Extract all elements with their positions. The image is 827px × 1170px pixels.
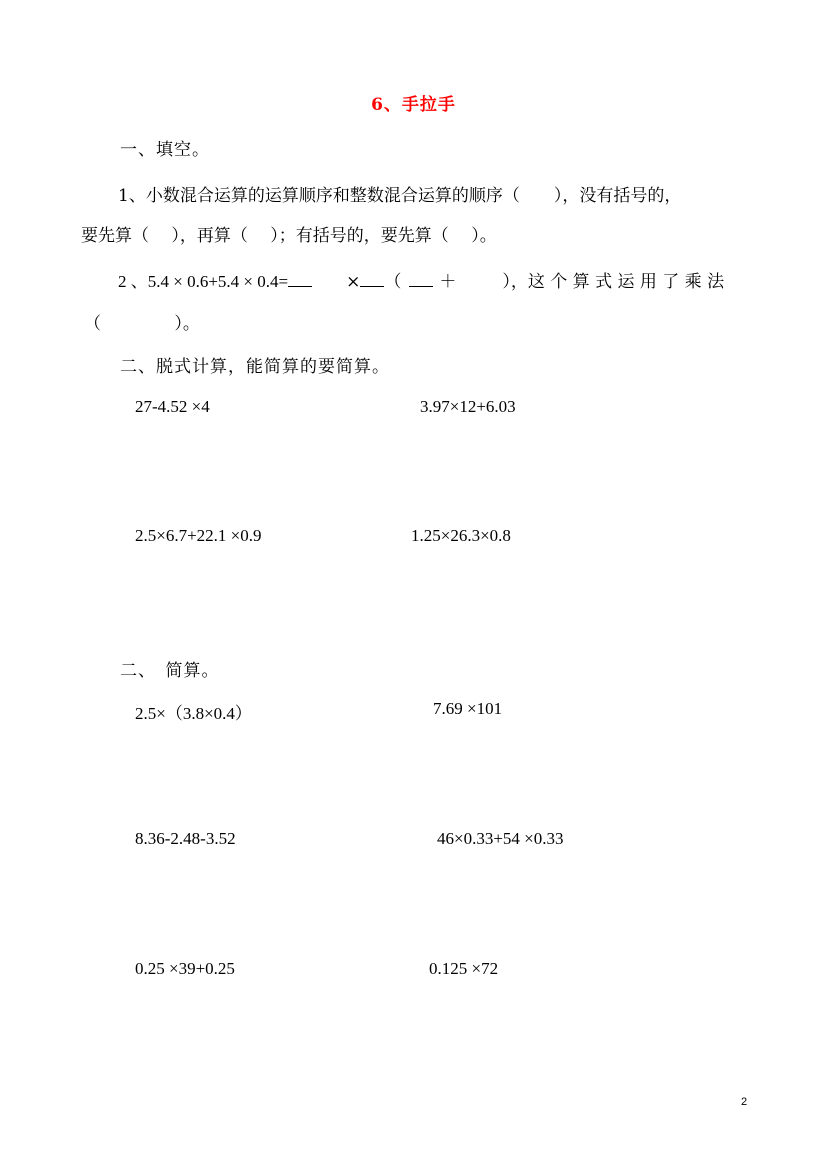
question2-tail: ），这 个 算 式 运 用 了 乘 法 — [502, 272, 725, 292]
answer-blank — [360, 270, 384, 287]
page-number: 2 — [741, 1096, 748, 1108]
section1-heading: 一、填空。 — [120, 140, 210, 160]
plus-sign: ＋ — [439, 272, 457, 292]
answer-blank — [409, 270, 433, 287]
section3-heading: 二、 简算。 — [120, 661, 220, 681]
page-title: 6、手拉手 — [371, 95, 456, 115]
question2-line1 — [118, 267, 724, 292]
question2-expression: 2 、5.4 × 0.6+5.4 × 0.4= — [118, 272, 289, 291]
calc-item: 3.97×12+6.03 — [420, 397, 516, 416]
simplify-item: 46×0.33+54 ×0.33 — [437, 829, 564, 848]
question1-line1: 1、小数混合运算的运算顺序和整数混合运算的顺序（ ），没有括号的， — [118, 186, 682, 206]
open-paren: （ — [384, 272, 402, 292]
simplify-item: 2.5×（3.8×0.4） — [135, 704, 252, 723]
question1-line2: 要先算（ ），再算（ ）；有括号的，要先算（ ）。 — [81, 226, 497, 246]
simplify-item: 0.125 ×72 — [429, 959, 499, 978]
simplify-item: 8.36-2.48-3.52 — [135, 829, 236, 848]
calc-item: 2.5×6.7+22.1 ×0.9 — [135, 526, 262, 545]
question2-line2: （ ）。 — [84, 314, 200, 334]
simplify-item: 7.69 ×101 — [433, 699, 503, 718]
times-sign: × — [346, 272, 361, 292]
answer-blank — [288, 270, 312, 287]
simplify-item: 0.25 ×39+0.25 — [135, 959, 235, 978]
section2-heading: 二、脱式计算，能简算的要简算。 — [120, 357, 390, 377]
calc-item: 27-4.52 ×4 — [135, 397, 210, 416]
calc-item: 1.25×26.3×0.8 — [411, 526, 511, 545]
